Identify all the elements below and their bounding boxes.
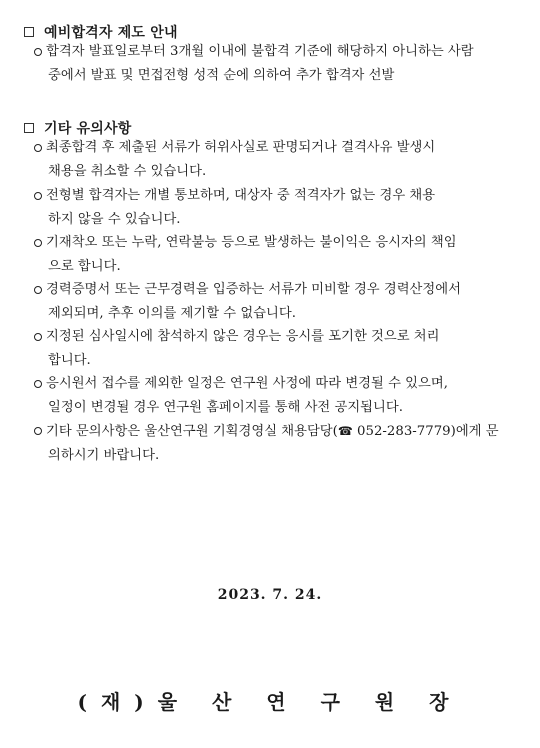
contact-text-after: )에게 문 <box>450 424 499 439</box>
contact-phone-number: 052-283-7779 <box>357 424 451 439</box>
list-item <box>34 40 514 88</box>
checkbox-square-icon <box>24 27 34 37</box>
issuer-signature: (재)울 산 연 구 원 장 <box>77 690 463 714</box>
list-item <box>34 278 514 326</box>
item-line: 으로 합니다. <box>48 259 121 274</box>
circle-bullet-icon <box>34 427 42 435</box>
item-line: 중에서 발표 및 면접전형 성적 순에 의하여 추가 합격자 선발 <box>48 68 395 83</box>
item-line: 하지 않을 수 있습니다. <box>48 212 181 227</box>
phone-icon: ☎ <box>337 424 353 438</box>
list-item <box>34 372 514 420</box>
section-title: 기타 유의사항 <box>44 121 132 137</box>
item-line: 일정이 변경될 경우 연구원 홈페이지를 통해 사전 공지됩니다. <box>48 400 403 415</box>
item-line: 합격자 발표일로부터 3개월 이내에 불합격 기준에 해당하지 아니하는 사람 <box>46 44 474 59</box>
contact-text-before: 기타 문의사항은 울산연구원 기획경영실 채용담당( <box>46 424 338 439</box>
section-heading-reserve-applicant <box>24 22 178 42</box>
item-line: 제외되며, 추후 이의를 제기할 수 없습니다. <box>48 306 296 321</box>
circle-bullet-icon <box>34 192 42 200</box>
circle-bullet-icon <box>34 144 42 152</box>
item-line: 합니다. <box>48 353 91 368</box>
checkbox-square-icon <box>24 123 34 133</box>
list-item <box>34 136 514 184</box>
item-line: 최종합격 후 제출된 서류가 허위사실로 판명되거나 결격사유 발생시 <box>46 140 436 155</box>
item-line: 기재착오 또는 누락, 연락불능 등으로 발생하는 불이익은 응시자의 책임 <box>46 235 457 250</box>
notice-date: 2023. 7. 24. <box>217 587 323 603</box>
item-line: 전형별 합격자는 개별 통보하며, 대상자 중 적격자가 없는 경우 채용 <box>46 188 436 203</box>
list-item <box>34 231 514 279</box>
contact-item <box>34 419 514 468</box>
item-line: 채용을 취소할 수 있습니다. <box>48 164 207 179</box>
section-heading-other-notes <box>24 118 131 138</box>
item-line: 경력증명서 또는 근무경력을 입증하는 서류가 미비할 경우 경력산정에서 <box>46 282 461 297</box>
circle-bullet-icon <box>34 286 42 294</box>
circle-bullet-icon <box>34 239 42 247</box>
item-line: 의하시기 바랍니다. <box>48 448 160 463</box>
circle-bullet-icon <box>34 333 42 341</box>
list-item <box>34 325 514 373</box>
circle-bullet-icon <box>34 48 42 56</box>
list-item <box>34 184 514 232</box>
item-line: 응시원서 접수를 제외한 일정은 연구원 사정에 따라 변경될 수 있으며, <box>46 376 448 391</box>
item-line: 지정된 심사일시에 참석하지 않은 경우는 응시를 포기한 것으로 처리 <box>46 329 440 344</box>
circle-bullet-icon <box>34 380 42 388</box>
item-line <box>34 419 514 444</box>
section-title: 예비합격자 제도 안내 <box>44 25 178 41</box>
